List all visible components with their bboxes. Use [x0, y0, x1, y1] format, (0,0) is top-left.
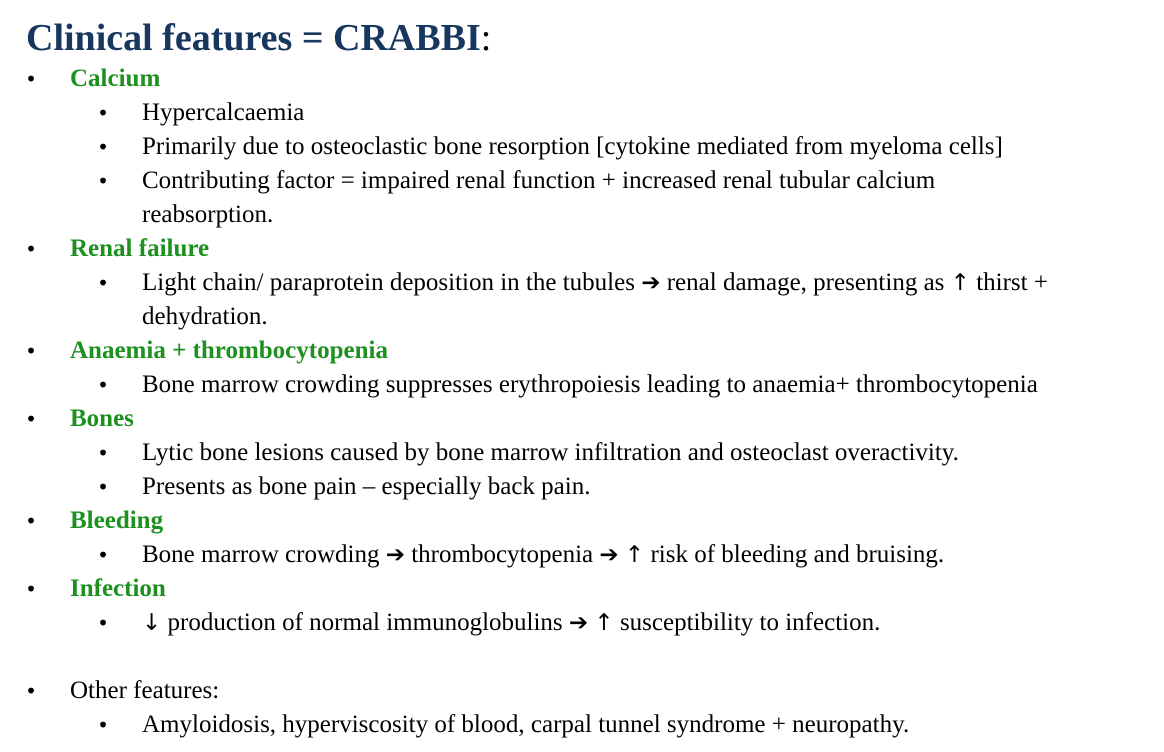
section-heading-bleeding: Bleeding — [70, 507, 164, 534]
arrow-right-icon: ➔ — [568, 610, 589, 636]
point-text: susceptibility to infection. — [619, 609, 881, 636]
arrow-up-icon: ↑ — [624, 542, 645, 568]
bullet-icon: • — [25, 679, 37, 703]
point-text: thrombocytopenia — [411, 541, 594, 568]
section-heading-anaemia: Anaemia + thrombocytopenia — [70, 337, 388, 364]
point-text: Bone marrow crowding suppresses erythropoiesis leading to anaemia+ thrombocytopenia — [142, 371, 1038, 398]
list-item — [0, 538, 1142, 572]
point-text: Primarily due to osteoclastic bone resorption [cytokine mediated from myeloma cells] — [142, 133, 1003, 160]
arrow-up-icon: ↑ — [950, 270, 970, 296]
list-item — [0, 164, 1042, 232]
point-text: Amyloidosis, hyperviscosity of blood, carpal tunnel syndrome + neuropathy. — [142, 711, 910, 738]
spacer — [0, 640, 1164, 674]
arrow-right-icon: ➔ — [641, 270, 661, 296]
title-text: Clinical features = CRABBI — [26, 17, 481, 59]
section-heading-bones: Bones — [70, 405, 134, 432]
bullet-icon: • — [97, 101, 109, 125]
list-item — [0, 708, 1142, 742]
list-item — [0, 470, 1142, 504]
bullet-icon: • — [97, 441, 109, 465]
list-item — [0, 266, 1142, 334]
bullet-icon: • — [97, 713, 109, 737]
section-heading-infection: Infection — [70, 575, 166, 602]
section-infection — [0, 572, 1164, 606]
arrow-right-icon: ➔ — [599, 542, 619, 568]
bullet-icon: • — [97, 169, 109, 193]
section-heading-renal: Renal failure — [70, 235, 210, 262]
point-text: Presents as bone pain – especially back pain. — [142, 473, 591, 500]
section-bleeding — [0, 504, 1164, 538]
point-text: Hypercalcaemia — [142, 99, 305, 126]
arrow-up-icon: ↑ — [594, 610, 614, 636]
bullet-icon: • — [97, 373, 109, 397]
bullet-icon: • — [25, 237, 37, 261]
point-text: Contributing factor = impaired renal function + increased renal tubular calcium reabsorption. — [142, 167, 936, 228]
section-calcium — [0, 62, 1164, 96]
point-text: production of normal immunoglobulins — [167, 609, 563, 636]
list-item — [0, 436, 1142, 470]
bullet-icon: • — [97, 475, 109, 499]
section-other — [0, 674, 1164, 708]
point-text: renal damage, presenting as — [666, 269, 945, 296]
feature-list — [0, 62, 1164, 742]
bullet-icon: • — [97, 271, 109, 295]
bullet-icon: • — [25, 577, 37, 601]
section-heading-calcium: Calcium — [70, 65, 161, 92]
title-colon: : — [480, 17, 492, 59]
bullet-icon: • — [25, 339, 37, 363]
bullet-icon: • — [97, 611, 109, 635]
arrow-down-icon: ↓ — [142, 610, 162, 636]
section-heading-other: Other features: — [70, 677, 220, 704]
point-text: risk of bleeding and bruising. — [650, 541, 945, 568]
section-renal — [0, 232, 1164, 266]
bullet-icon: • — [97, 543, 109, 567]
list-item — [0, 96, 1142, 130]
section-bones — [0, 402, 1164, 436]
section-anaemia — [0, 334, 1164, 368]
point-text: Light chain/ paraprotein deposition in the tubules — [142, 269, 635, 296]
point-text: Lytic bone lesions caused by bone marrow infiltration and osteoclast overactivity. — [142, 439, 959, 466]
bullet-icon: • — [97, 135, 109, 159]
list-item — [0, 606, 1142, 640]
point-text: Bone marrow crowding — [142, 541, 380, 568]
bullet-icon: • — [25, 67, 37, 91]
page-title — [26, 14, 491, 62]
list-item — [0, 368, 1162, 402]
bullet-icon: • — [25, 509, 37, 533]
bullet-icon: • — [25, 407, 37, 431]
point-text: thirst + dehydration. — [142, 269, 1048, 330]
arrow-right-icon: ➔ — [385, 542, 405, 568]
list-item — [0, 130, 1142, 164]
